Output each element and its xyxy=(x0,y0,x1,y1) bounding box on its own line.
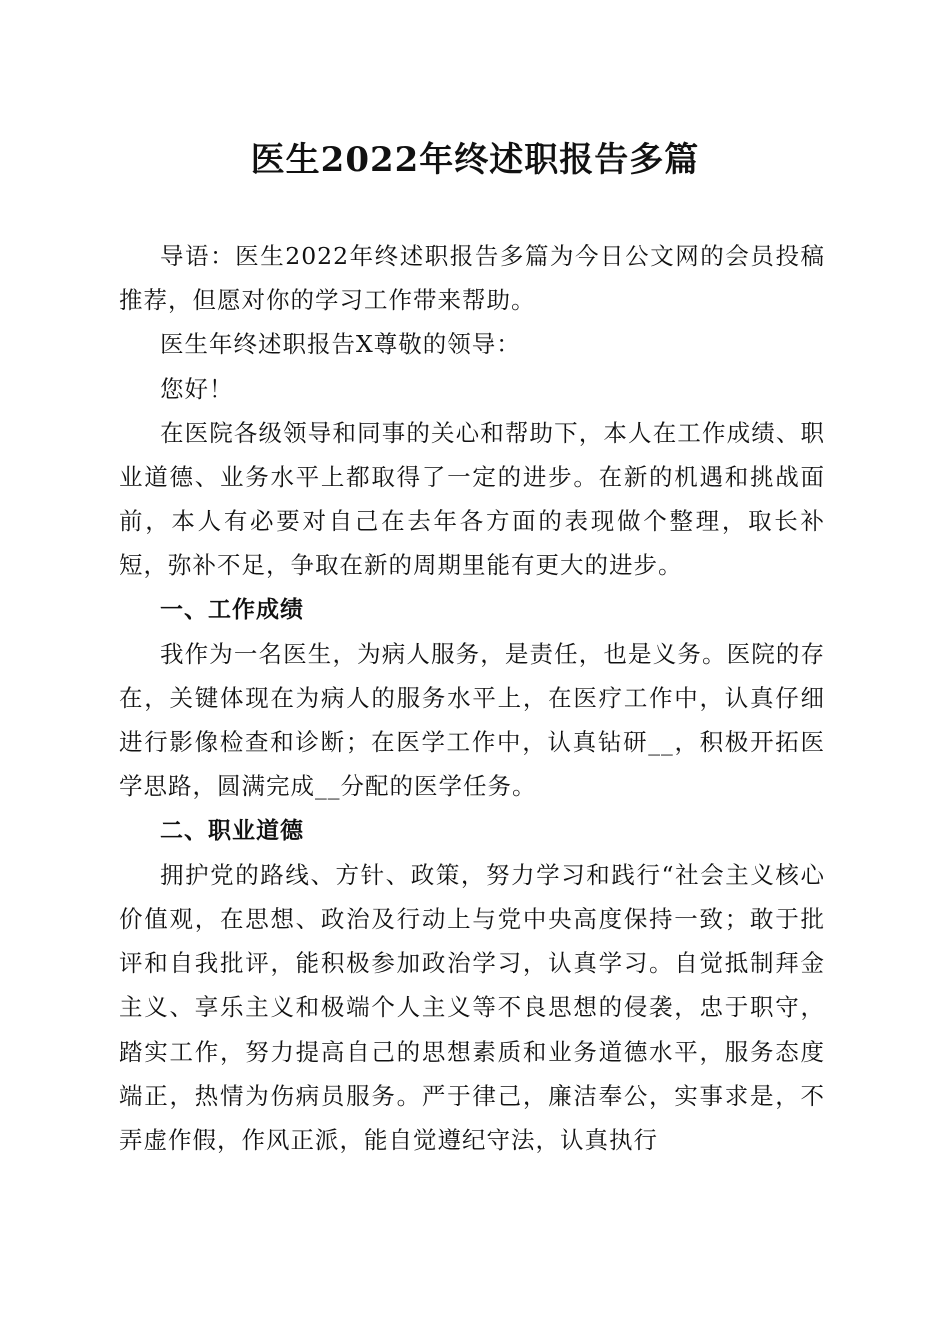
greeting: 您好！ xyxy=(160,374,234,403)
document-body xyxy=(119,234,825,1162)
professional-ethics-paragraph: 拥护党的路线、方针、政策，努力学习和践行“社会主义核心价值观，在思想、政治及行动上与党中央高度保持一致；敢于批评和自我批评，能积极参加政治学习，认真学习。自觉抵制拜金主义、享乐主义和极端个人主义等不良思想的侵袭，忠于职守，踏实工作，努力提高自己的思想素质和业务道德水平，服务态度端正，热情为伤病员服务。严于律己，廉洁奉公，实事求是，不弄虚作假，作风正派，能自觉遵纪守法，认真执行 xyxy=(119,860,825,1155)
report-title-salutation: 医生年终述职报告X尊敬的领导： xyxy=(160,330,521,359)
section-heading-professional-ethics: 二、职业道德 xyxy=(160,817,304,844)
document-title: 医生2022年终述职报告多篇 xyxy=(250,140,700,180)
opening-paragraph: 在医院各级领导和同事的关心和帮助下，本人在工作成绩、职业道德、业务水平上都取得了一定的进步。在新的机遇和挑战面前，本人有必要对自己在去年各方面的表现做个整理，取长补短，弥补不足，争取在新的周期里能有更大的进步。 xyxy=(119,418,825,580)
work-achievements-paragraph: 我作为一名医生，为病人服务，是责任，也是义务。医院的存在，关键体现在为病人的服务水平上，在医疗工作中，认真仔细进行影像检查和诊断；在医学工作中，认真钻研__，积极开拓医学思路，圆满完成__分配的医学任务。 xyxy=(119,639,825,801)
section-heading-work-achievements: 一、工作成绩 xyxy=(160,596,304,623)
intro-paragraph: 导语：医生2022年终述职报告多篇为今日公文网的会员投稿推荐，但愿对你的学习工作带来帮助。 xyxy=(119,242,825,315)
